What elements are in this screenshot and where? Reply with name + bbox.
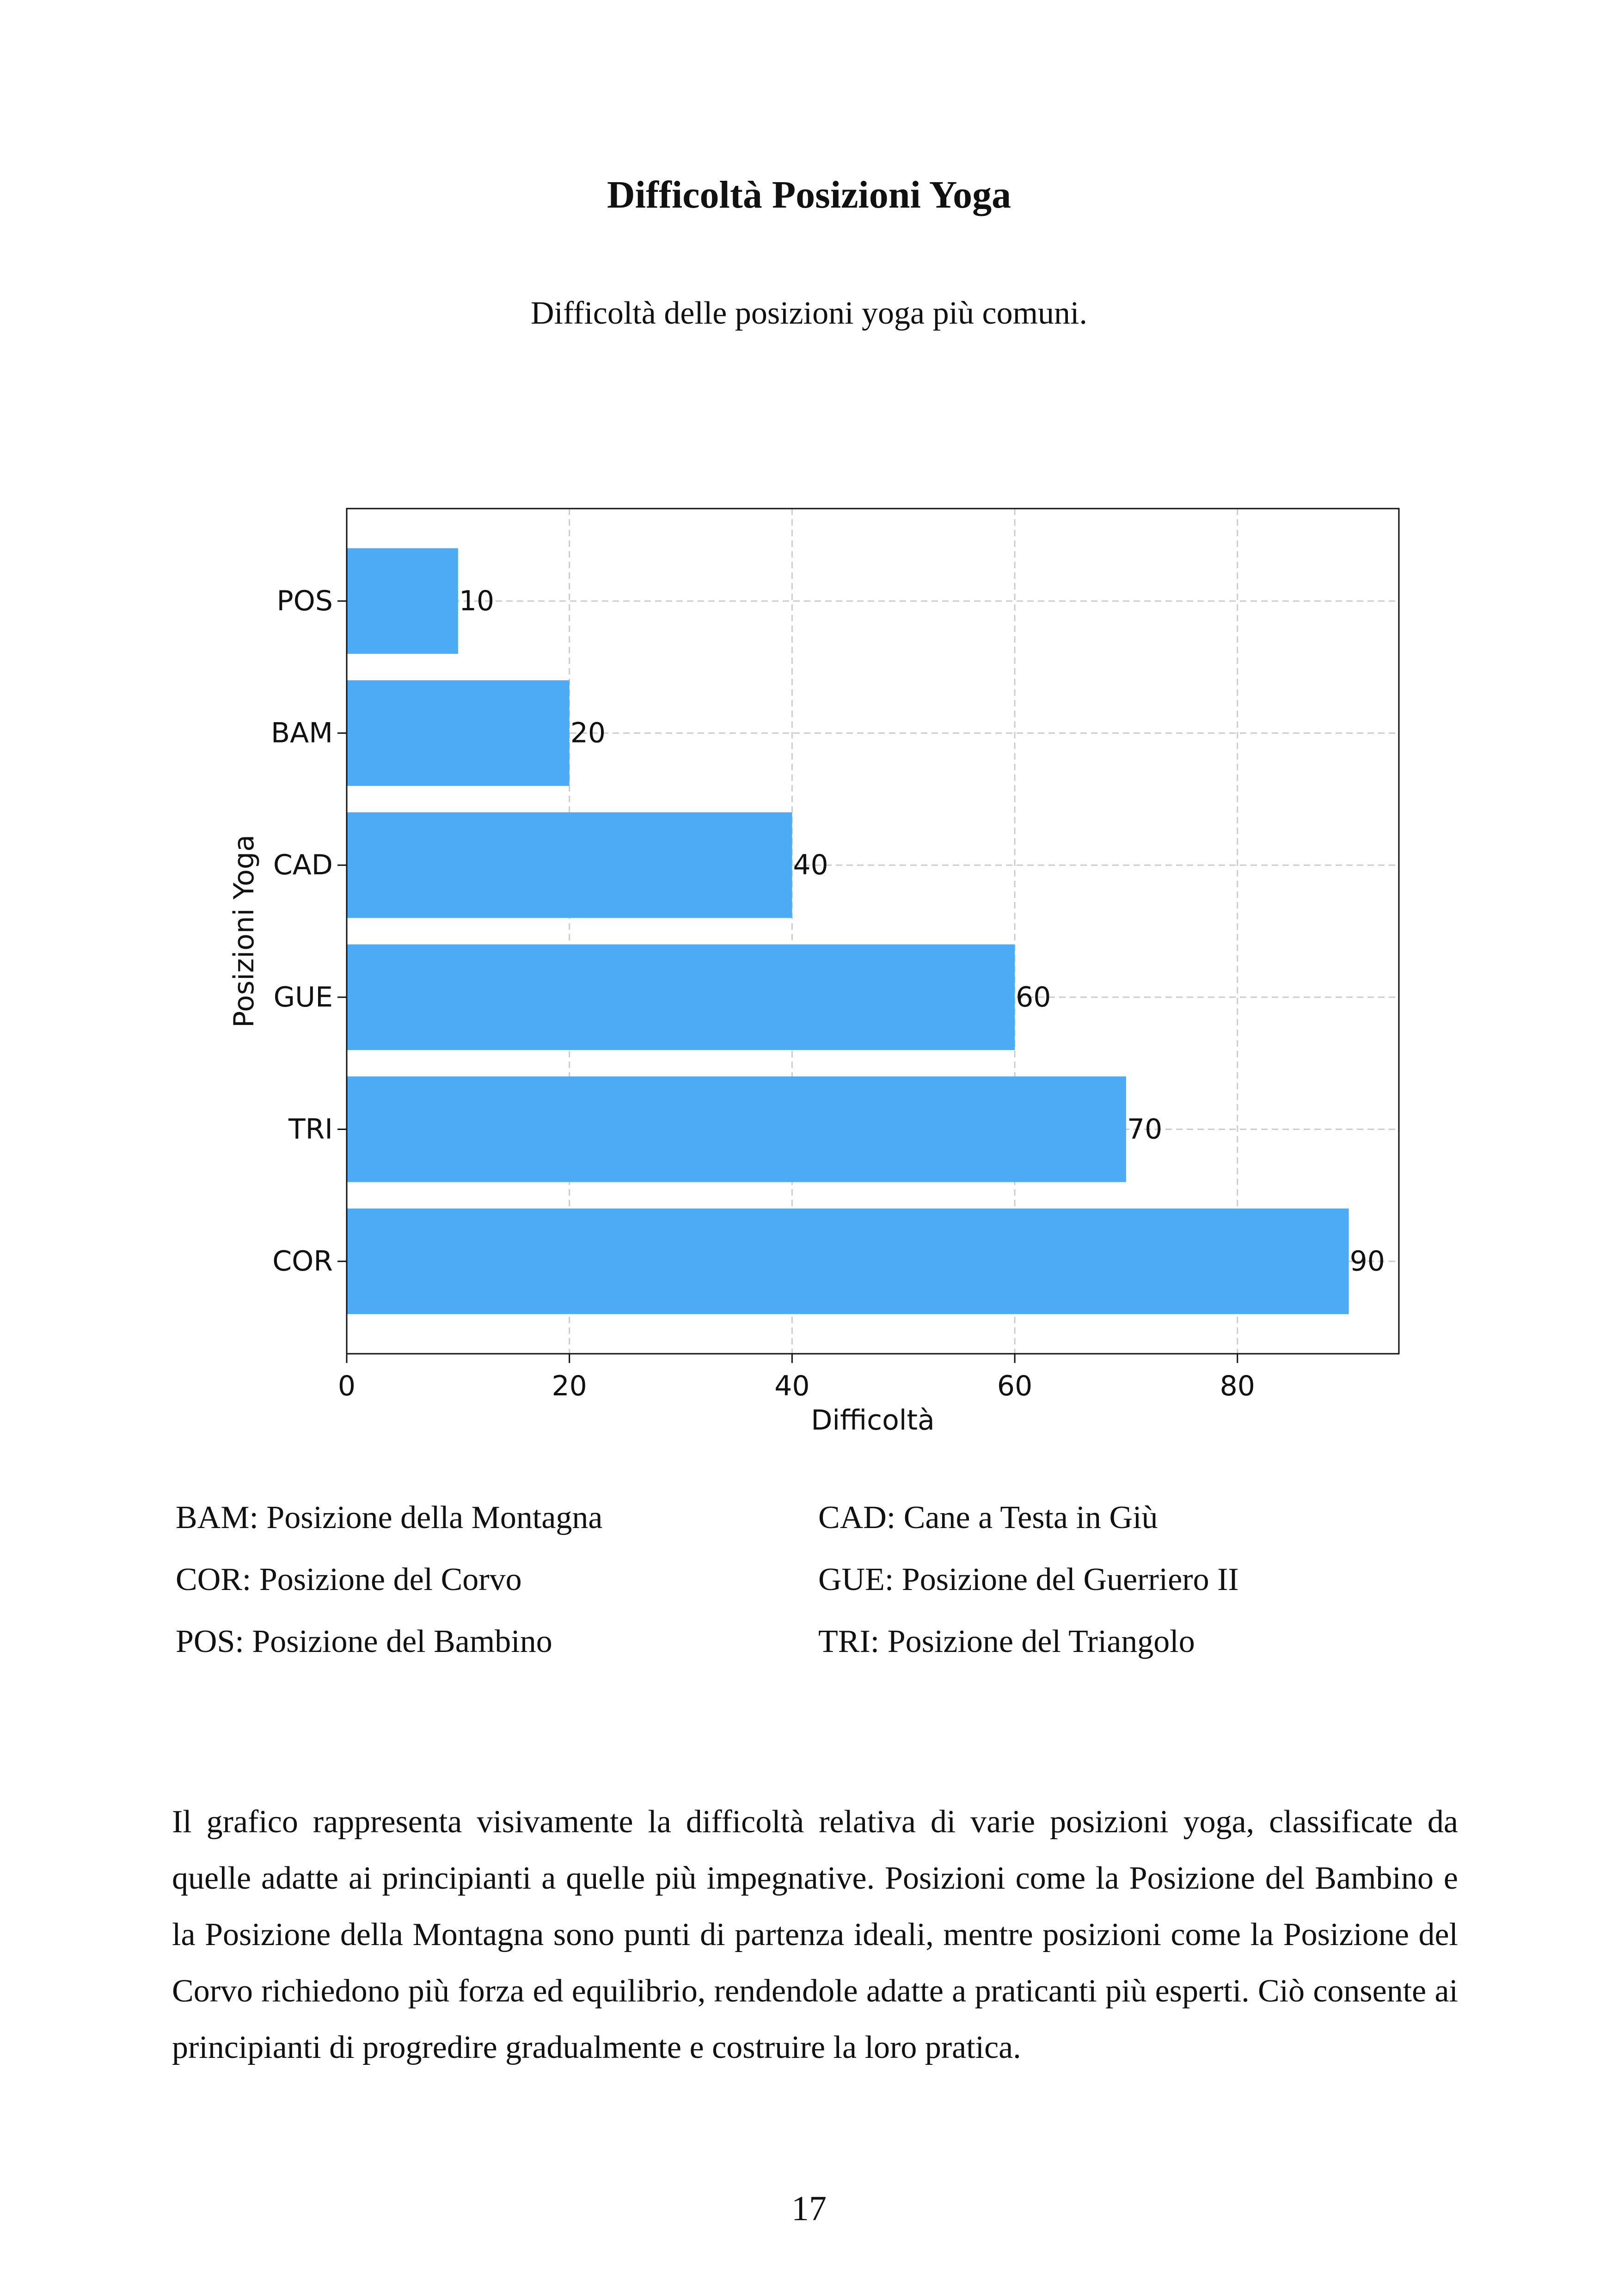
y-tick-label: POS: [276, 584, 333, 617]
bar-value-label: 90: [1349, 1245, 1385, 1278]
legend-item: CAD: Cane a Testa in Giù: [818, 1500, 1158, 1535]
bar: [347, 945, 1015, 1050]
bar-value-label: 60: [1016, 981, 1051, 1013]
bar-value-label: 40: [793, 849, 828, 882]
bar-chart: [0, 472, 1618, 1452]
y-tick-label: TRI: [288, 1113, 333, 1146]
y-tick-label: CAD: [273, 849, 333, 882]
legend-item: POS: Posizione del Bambino: [176, 1624, 552, 1659]
x-tick-label: 60: [997, 1370, 1033, 1402]
x-tick-label: 0: [337, 1370, 356, 1402]
page-number: 17: [791, 2189, 827, 2228]
bar: [347, 548, 458, 654]
y-axis-label: Posizioni Yoga: [228, 835, 260, 1028]
bar: [347, 1209, 1349, 1314]
bar-value-label: 20: [570, 717, 606, 749]
legend-item: COR: Posizione del Corvo: [176, 1562, 522, 1597]
bar: [347, 680, 570, 786]
x-tick-label: 80: [1220, 1370, 1255, 1402]
y-tick-label: COR: [272, 1245, 333, 1278]
x-tick-label: 40: [774, 1370, 810, 1402]
legend-item: TRI: Posizione del Triangolo: [818, 1624, 1195, 1659]
page-title: Difficoltà Posizioni Yoga: [607, 173, 1011, 216]
bar-value-label: 70: [1127, 1113, 1163, 1146]
chart-subtitle: Difficoltà delle posizioni yoga più comuni.: [530, 295, 1087, 331]
y-tick-label: GUE: [273, 981, 333, 1013]
legend-item: GUE: Posizione del Guerriero II: [818, 1562, 1239, 1597]
legend-item: BAM: Posizione della Montagna: [176, 1500, 603, 1535]
bar: [347, 1076, 1126, 1182]
chart-bars: [347, 548, 1385, 1314]
x-axis-label: Difficoltà: [811, 1404, 935, 1437]
abbreviation-legend: [176, 1496, 1470, 1664]
body-paragraph: Il grafico rappresenta visivamente la difficoltà relativa di varie posizioni yoga, classificate da quelle adatte ai principianti a quelle più impegnative. Posizioni come la Posizione del Bambino e la Posizione della Montagna sono punti di partenza ideali, mentre posizioni come la Posizione del Corvo richiedono più forza ed equilibrio, rendendole adatte a praticanti più esperti. Ciò consente ai principianti di progredire gradualmente e costruire la loro pratica.: [172, 1804, 1458, 2065]
x-tick-label: 20: [552, 1370, 587, 1402]
bar-value-label: 10: [459, 584, 495, 617]
bar: [347, 812, 792, 918]
y-tick-label: BAM: [271, 717, 333, 749]
